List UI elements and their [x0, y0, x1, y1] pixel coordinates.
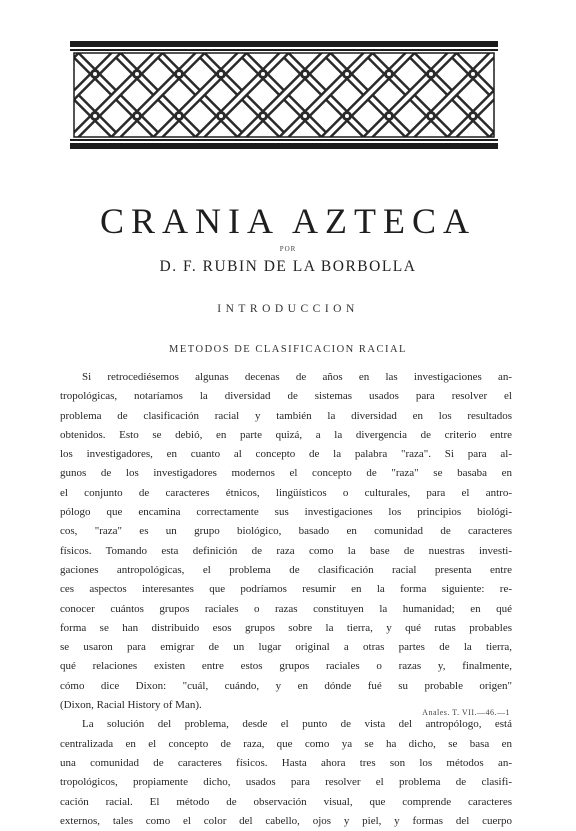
paragraph-1	[60, 368, 512, 715]
text-line: los investigadores, en cuanto al concepto de la palabra "raza". Si para al-	[60, 448, 512, 461]
text-line: tropológicas, notaríamos la diversidad de sistemas usados para resolver el	[60, 390, 512, 403]
article-body	[60, 368, 512, 831]
text-line: el conjunto de caracteres étnicos, lingüísticos o culturales, para el antro-	[60, 486, 512, 499]
text-line: centralizada en el concepto de raza, que como ya se ha dicho, se basa en	[60, 737, 512, 750]
text-line: (Dixon, Racial History of Man).	[60, 699, 202, 712]
section-heading: INTRODUCCION	[217, 303, 359, 315]
text-line: ces aspectos interesantes que podríamos resumir en la forma siguiente: re-	[60, 583, 512, 596]
article-title: CRANIA AZTECA	[99, 201, 476, 241]
text-line: forma se han distribuido esos grupos sobre la tierra, y qué rutas probables	[60, 621, 512, 634]
text-line: físicos. Tomando esta definición de raza como la base de nuestras investi-	[60, 544, 512, 557]
text-line: una comunidad de caracteres físicos. Hasta ahora tres son los métodos an-	[60, 756, 512, 769]
text-line: gaciones antropológicas, el problema de clasificación racial presenta entre	[60, 563, 512, 576]
interlace-ornament-header	[70, 41, 498, 149]
text-line: gunos de los investigadores modernos el concepto de "raza" se basaba en	[60, 467, 512, 480]
text-line: La solución del problema, desde el punto de vista del antropólogo, está	[82, 718, 512, 731]
text-line: conocer cuántos grupos raciales o razas constituyen la humanidad; en qué	[60, 602, 512, 615]
author-name: D. F. RUBIN DE LA BORBOLLA	[159, 258, 417, 275]
text-line: cómo dice Dixon: "cuál, cuándo, y en dónde fué su probable origen"	[60, 679, 512, 692]
text-line: problema de clasificación racial y también la diversidad en los resultados	[60, 409, 512, 422]
text-line: cación racial. El método de observación visual, que comprende caracteres	[60, 795, 512, 808]
text-line: obtenidos. Esto se debió, en parte quizá, a la divergencia de criterio entre	[60, 428, 512, 441]
text-line: se usaron para emigrar de un lugar original a otras partes de la tierra,	[60, 641, 512, 654]
byline-prefix: POR	[279, 245, 297, 253]
page-footer-signature: Anales. T. VII.—46.—1	[422, 708, 510, 717]
subsection-heading: METODOS DE CLASIFICACION RACIAL	[169, 344, 407, 355]
text-line: qué relaciones existen entre estos grupos raciales o razas y, finalmente,	[60, 660, 512, 673]
text-line: externos, tales como el color del cabello, ojos y piel, y formas del cuerpo	[60, 814, 512, 827]
text-line: pólogo que encamina correctamente sus investigaciones los principios biológi-	[60, 506, 512, 519]
text-line: Si retrocediésemos algunas decenas de años en las investigaciones an-	[82, 371, 512, 383]
text-line: tropológicos, propiamente dicho, usados para resolver el problema de clasifi-	[60, 776, 512, 789]
paragraph-2	[60, 715, 512, 831]
text-line: cos, "raza" es un grupo biológico, basado en comunidad de caracteres	[60, 525, 512, 538]
